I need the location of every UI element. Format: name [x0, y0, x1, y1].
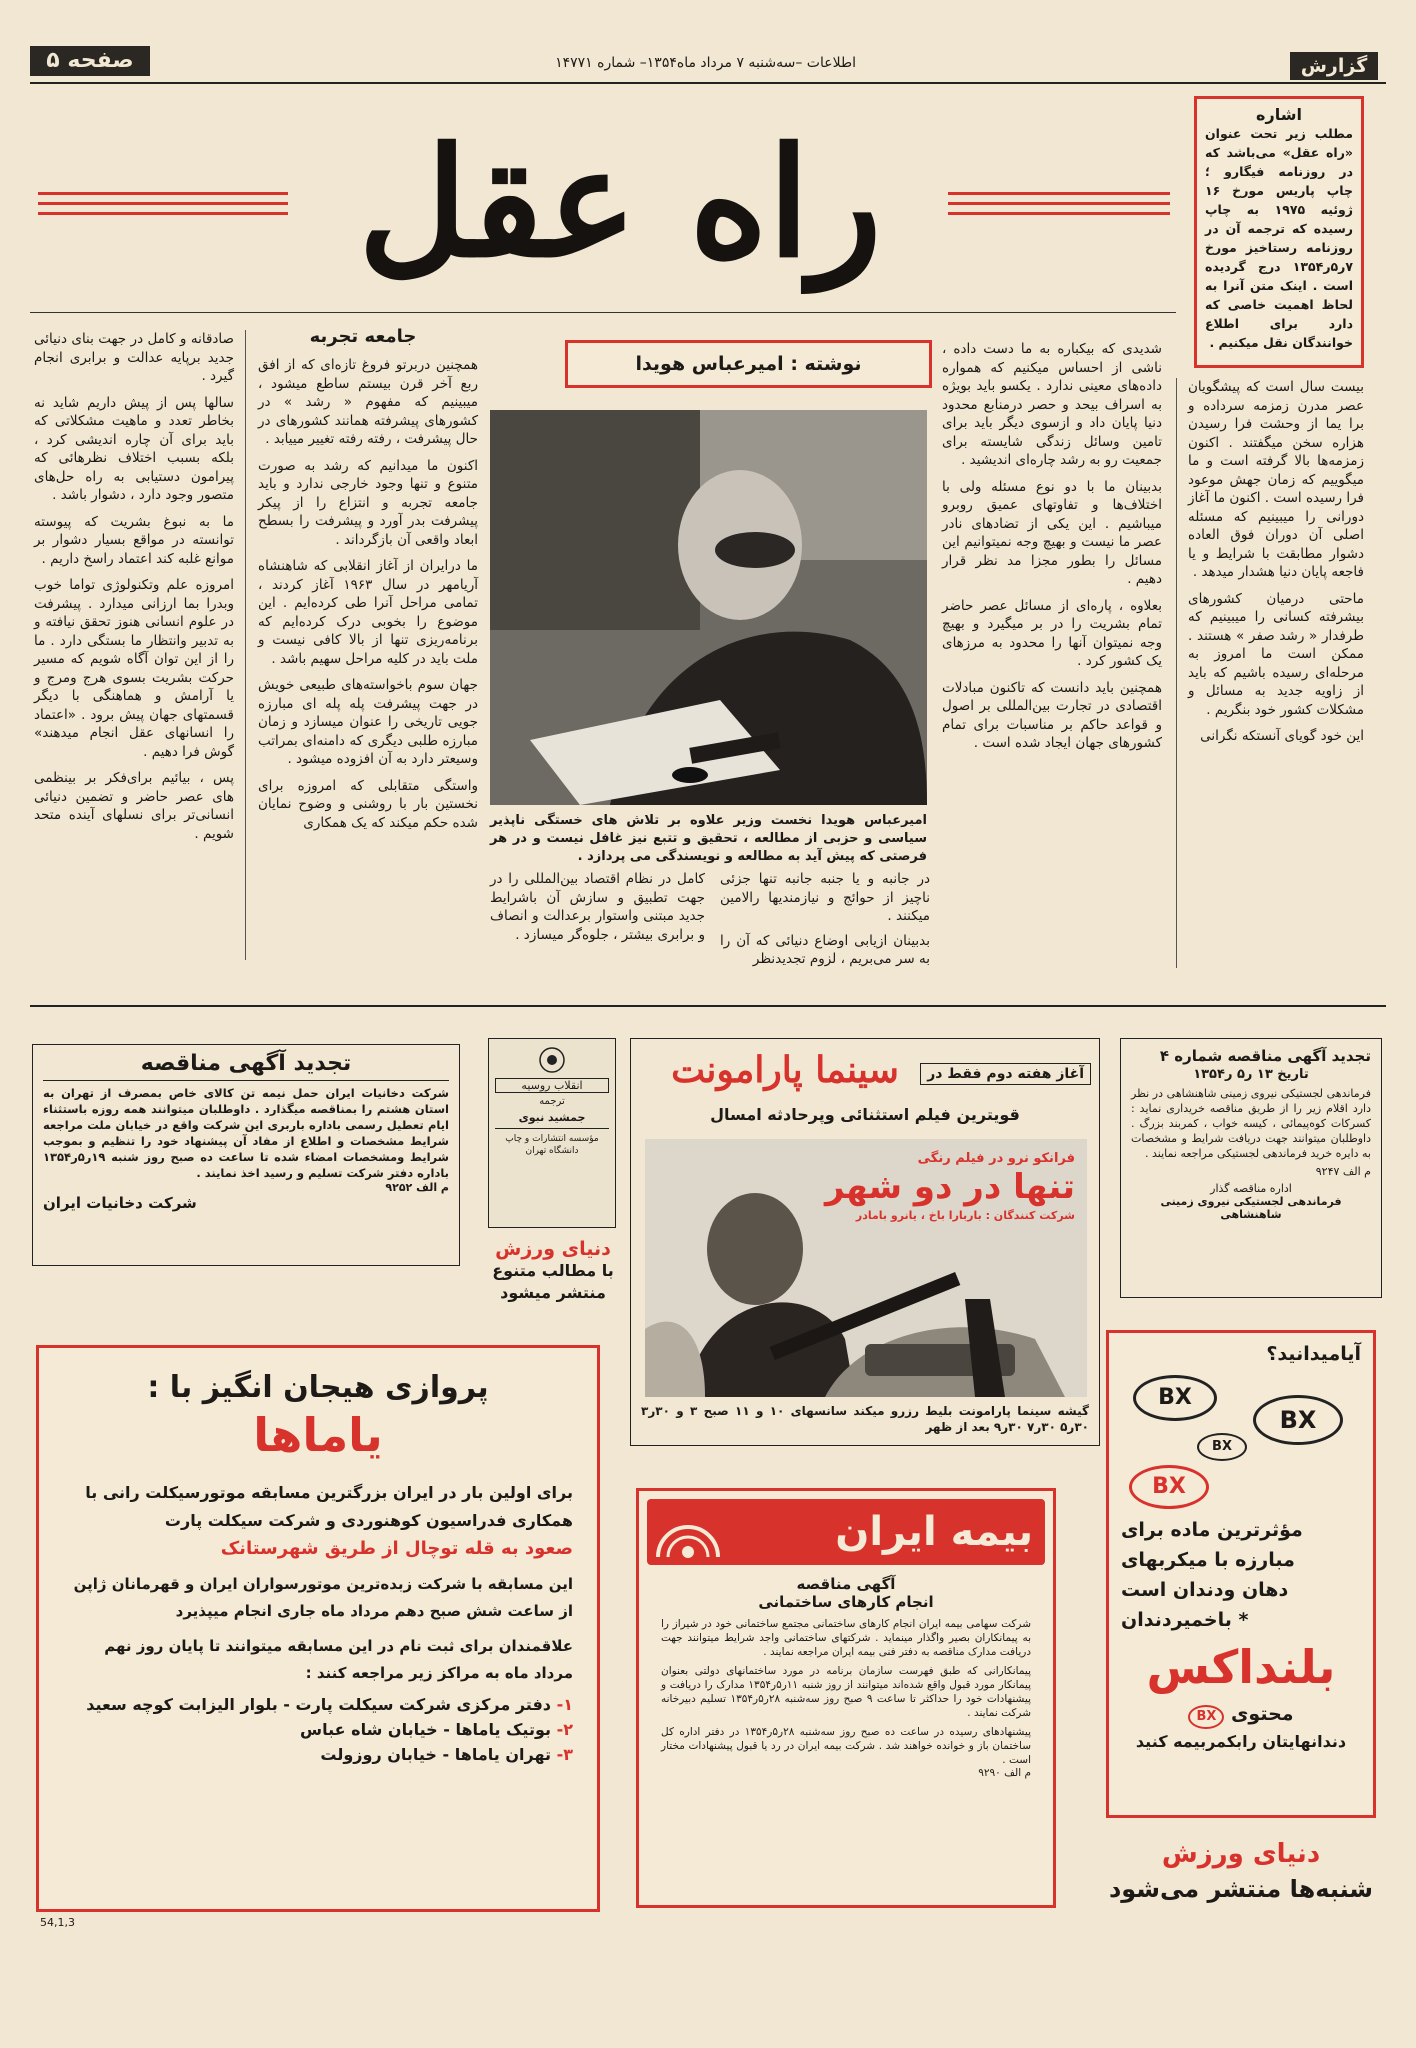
- yamaha-brand: یاماها: [253, 1408, 383, 1462]
- bimeh-logo-bar: [647, 1499, 1045, 1565]
- author-photo-image: [490, 410, 927, 805]
- blendax-line3: دهان ودندان است: [1121, 1579, 1289, 1601]
- article-col-4-p1: صادقانه و کامل در جهت بنای دنیائی جدید برپایه عدالت و برابری انجام گیرد .: [34, 331, 234, 384]
- blendax-brand: بلنداکس: [1146, 1640, 1336, 1694]
- yamaha-p3: علاقمندان برای ثبت نام در این مسابقه میتوانند تا پایان روز نهم مرداد ماه به مراکز زیر مراجعه کنند :: [104, 1637, 573, 1682]
- tender-4-body: فرماندهی لجستیکی نیروی زمینی شاهنشاهی در نظر دارد اقلام زیر را از طریق مناقصه خریداری نماید : کسرکات کوه‌پیمائی ، کیسه خواب ، کمربند بزرگ . داوطلبان میتوانند جهت دریافت شرایط و مشخصات به دایره خرید فرماندهی لجستیکی مراجعه نمایند .: [1131, 1087, 1371, 1160]
- sports-big: [1106, 1836, 1376, 1906]
- cinema-ad: [630, 1038, 1100, 1446]
- intro-note-text: مطلب زیر تحت عنوان «راه عقل» می‌باشد که در روزنامه فیگارو ؛ چاپ پاریس مورخ ۱۶ ژوئیه ۱۹۷۵ به چاپ رسیده که ترجمه آن در روزنامه رستاخیز مورخ ۷ر۵ر۱۳۵۴ درج گردیده است . اینک متن آنرا به لحاظ اهمیت خاصی که دارد برای اطلاع خوانندگان نقل میکنیم .: [1205, 126, 1353, 350]
- bimeh-emblem-icon: [653, 1502, 723, 1562]
- title-deco-lines-right: [948, 192, 1170, 215]
- book-sub: ترجمه: [539, 1096, 565, 1107]
- bx-logo-icon: BX: [1253, 1395, 1343, 1445]
- article-col-4-p2: سالها پس از پیش داریم شاید نه بخاطر تعدد و ماهیت مشکلاتی که باید برای آن چاره اندیشی کرد ، بلکه بسبب اختلاف نظرهائی که پیرامون دستیابی به راه حل‌های متصور وجود دارد ، دشوار باشد .: [34, 394, 234, 503]
- bx-logo-icon: BX: [1197, 1433, 1247, 1461]
- article-col-1-p3: این خود گویای آنستکه نگرانی: [1200, 728, 1364, 744]
- article-col-2-p1: شدیدی که بیکباره به ما دست داده ، ناشی از احساس میکنیم که همواره داده‌های معینی ندارد . یکسو باید بویژه به اسراف بیحد و حصر درمنابع محدود دنیا پایان داد و ازسوی دیگر باید برای تامین وسائل زندگی شایسته برای جمعیت رو به رشد چاره‌ای اندیشید .: [942, 341, 1162, 468]
- book-emblem-icon: [537, 1045, 567, 1075]
- sports-small-title: دنیای ورزش: [495, 1238, 611, 1260]
- article-col-4: [34, 330, 234, 843]
- article-col-3: [258, 356, 478, 832]
- cinema-showtimes: گیشه سینما پارامونت بلیط رزرو میکند سانسهای ۱۰ و ۱۱ صبح ۳ و ۳۰ر۳ ۳۰ر۵ ۳۰ر۷ ۳۰ر۹ بعد از ظهر: [641, 1404, 1089, 1434]
- cinema-badge: آغاز هفته دوم فقط در: [920, 1063, 1091, 1085]
- article-col-1-p1: بیست سال است که پیشگویان عصر مدرن زمزمه سرداده و برا یما از وحشت فرا رسیدن هزاره سخن میگفتند . اکنون زمزمه‌ها بالا گرفته است و ما میگوییم که زمان جهش موعود فرا رسیده است . اکنون ما آغاز دورانی را میبینیم که مسئله اصلی آن دوران فوق العاده دشوار مطابقت با شرایط و یا فاجعه پایان دنیا هشدار میدهد .: [1187, 379, 1364, 580]
- blendax-ad: [1106, 1330, 1376, 1818]
- yamaha-list-item: ۱- دفتر مرکزی شرکت سیکلت پارت - بلوار الیزابت کوچه سعید: [86, 1695, 573, 1714]
- tobacco-tender-title: تجدید آگهی مناقصه: [43, 1051, 449, 1081]
- cinema-tagline: قویترین فیلم استثنائی وپرحادثه امسال: [710, 1105, 1020, 1124]
- intro-note-title: اشاره: [1256, 105, 1302, 124]
- intro-note-box: [1194, 96, 1364, 368]
- article-col-1: [1188, 378, 1364, 746]
- yamaha-headline: پروازی هیجان انگیز با :: [147, 1370, 489, 1405]
- col-divider-2: [245, 330, 246, 960]
- bimeh-logo-text: بیمه ایران: [835, 1509, 1033, 1555]
- article-col-2: [942, 340, 1162, 753]
- title-rule: [30, 312, 1176, 313]
- header-rule: [30, 82, 1386, 84]
- bimeh-iran-ad: [636, 1488, 1056, 1908]
- article-col-4-p3: ما به نبوغ بشریت که پیوسته توانسته در مواقع بسیار دشوار بر موانع غلبه کند اعتماد راسخ داریم .: [34, 513, 234, 567]
- byline-box: نوشته : امیرعباس هویدا: [565, 340, 932, 388]
- book-top-title: انقلاب روسیه: [495, 1078, 609, 1093]
- book-name: جمشید نبوی: [518, 1111, 586, 1124]
- article-col-4-p5: پس ، بیائیم برای‌فکر بر بینظمی های عصر حاضر و تضمین دنیائی انسانی‌تر برای نسلهای آینده متحد شویم .: [34, 770, 234, 842]
- blendax-question: آیامیدانید؟: [1266, 1343, 1361, 1365]
- article-col-3-p5: واستگی متقابلی که امروزه برای نخستین بار با روشنی و وضوح نمایان شده حکم میکند که یک همکاری: [258, 777, 478, 831]
- article-col-3-p6: کامل در نظام اقتصاد بین‌المللی را در جهت تطبیق و سازش آن باشرایط جدید مبتنی واستوار برعدالت و انصاف و برابری بیشتر ، جلوه‌گر میسازد .: [490, 871, 705, 943]
- tender-4-ad: [1120, 1038, 1382, 1298]
- article-col-2-p6: بدبینان ازیابی اوضاع دنیائی که آن را به سر می‌بریم ، لزوم تجدیدنظر: [720, 932, 930, 967]
- tender-4-footer1: اداره مناقصه گذار: [1210, 1182, 1292, 1195]
- bx-logo-group: [1121, 1365, 1361, 1515]
- tender-4-ref: م الف ۹۲۴۷: [1315, 1165, 1371, 1178]
- blendax-line6: دندانهایتان رابکمربیمه کنید: [1135, 1732, 1347, 1751]
- article-col-2-p5: در جانبه و یا جنبه جانبه تنها جزئی ناچیز از حوائج و نیازمندیها رالامین میکنند .: [720, 871, 930, 924]
- article-col-3-p3: ما درایران از آغاز انقلابی که شاهنشاه آریامهر در سال ۱۹۶۳ آغاز کردند ، تمامی مراحل آنرا طی کرده‌ایم . این موضوع را بخوبی درک کرده‌ایم که برنامه‌ریزی تنها از بالا کافی نیست و ملت باید در کلیه مراحل سهیم باشد .: [258, 558, 479, 667]
- blendax-line1: مؤثرترین ماده برای: [1121, 1519, 1303, 1541]
- bx-logo-icon: BX: [1133, 1375, 1217, 1421]
- article-col-2-p4: همچنین باید دانست که تاکنون مبادلات اقتصادی در تجارت بین‌المللی بر اصول و قواعد حاکم بر مناسبات برای تمام کشورهای جهان ایجاد شده است .: [942, 679, 1162, 751]
- tender-4-title: تجدید آگهی مناقصه شماره ۴: [1159, 1047, 1371, 1065]
- cinema-film-title: تنها در دو شهر: [824, 1167, 1075, 1207]
- cinema-film-line1: فرانکو نرو در فیلم رنگی: [917, 1151, 1075, 1166]
- yamaha-p1: برای اولین بار در ایران بزرگترین مسابقه موتورسیکلت رانی با همکاری فدراسیون کوهنوردی و شرکت سیکلت پارت: [85, 1483, 573, 1530]
- yamaha-list-item: ۳- تهران یاماها - خیابان روزولت: [320, 1745, 573, 1764]
- cinema-name: سینما پارامونت: [671, 1049, 899, 1091]
- bx-logo-icon: BX: [1129, 1465, 1209, 1509]
- article-col-3-bottom: [490, 870, 705, 944]
- bimeh-ref: م الف ۹۲۹۰: [978, 1767, 1031, 1779]
- bx-small-icon: BX: [1188, 1705, 1224, 1729]
- tobacco-tender-signature: شرکت دخانیات ایران: [43, 1194, 197, 1212]
- book-ad: [488, 1038, 616, 1228]
- section-tag: گزارش: [1290, 52, 1378, 80]
- article-title: راه عقل: [358, 115, 882, 291]
- issue-info: اطلاعات –سه‌شنبه ۷ مرداد ماه۱۳۵۴– شماره ۱۴۷۷۱: [555, 55, 856, 71]
- blendax-line4: * باخمیردندان: [1121, 1609, 1249, 1631]
- yamaha-list: [63, 1695, 573, 1764]
- article-col-3-p1: همچنین دربرتو فروغ تازه‌ای که از افق ربع آخر قرن بیستم ساطع میشود ، میبینیم که مفهوم « رشد » در کشورهای پیشرفته همانند کشورهای در حال پیشرفت ، رفته رفته تغییر مییابد .: [258, 357, 478, 447]
- article-col-1-p2: ماحتی درمیان کشورهای بیشرفته کسانی را میبینیم که طرفدار « رشد صفر » هستند . ممکن است ما امروز به مرحله‌ای رسیده باشیم که باید از زاویه جدید به مسائل و مشکلات کشور خود بنگریم .: [1188, 590, 1364, 718]
- tobacco-tender-body: شرکت دخانیات ایران حمل نیمه تن کالای خاص بمصرف از تهران به استان هشتم را بمناقصه میگذارد . داوطلبان میتوانند همه روزه باستثناء ایام تعطیل رسمی باداره باربری این شرکت واقع در خیابان ملت مراجعه شرایط مشخصات و اطلاع از مفاد آن پیشنهاد خود را تنظیم و بموجب شرایط ومشخصات امضاء شده تا ساعت ده صبح روز شنبه ۱۹ر۵ر۱۳۵۴ باداره دفتر شرکت تسلیم و رسید اخذ نمایند .: [43, 1086, 449, 1180]
- yamaha-list-item: ۲- بوتیک یاماها - خیابان شاه عباس: [300, 1720, 573, 1739]
- bimeh-body3: پیشنهادهای رسیده در ساعت ده صبح روز سه‌شنبه ۲۸ر۵ر۱۳۵۴ در دفتر اداره کل ساختمان باز و خوانده خواهند شد . شرکت بیمه ایران در رد یا قبول پیشنهادات مختار است .: [661, 1726, 1032, 1766]
- sports-small-body: با مطالب متنوع منتشر میشود: [492, 1261, 614, 1302]
- yamaha-p2: این مسابقه با شرکت زبده‌ترین موتورسواران ایران و قهرمانان ژاپن از ساعت شش صبح دهم مرداد ماه جاری انجام میپذیرد: [73, 1575, 573, 1620]
- yamaha-highlight: صعود به قله توچال از طریق شهرستانک: [220, 1538, 573, 1559]
- article-col-3-p4: جهان سوم باخواسته‌های طبیعی خویش در جهت پیشرفت پله پله ای مبارزه جویی تاریخی را عنوان میسازد و زمان مبارزه طلبی دیگری که دامنه‌ای بمراتب وسیعتر دارد به آن افزوده میشود .: [258, 677, 478, 767]
- article-col-4-p4: امروزه علم وتکنولوژی تواما خوب وبدرا بما ارزانی میدارد . پیشرفت در علوم انسانی هنوز تحقق نیافته و به تدبیر وانتظار ما بستگی دارد . ما را از این توان آگاه شویم که مسیر حرکت بشریت بسوی هرج ومرج و یا آرامش و هماهنگی با دیگر قسمتهای جهان پیش برود . «اعتماد را انسانهای عقل انجام میدهند» گوش فرا دهیم .: [34, 577, 234, 760]
- sports-small: [488, 1238, 618, 1304]
- cinema-film-line2: شرکت کنندگان : باربارا باخ ، یانرو بامادر: [855, 1209, 1075, 1222]
- yamaha-code: 54,1,3: [40, 1916, 75, 1929]
- sports-big-sub: شنبه‌ها منتشر می‌شود: [1108, 1875, 1374, 1903]
- bimeh-body2: پیمانکارانی که طبق فهرست سازمان برنامه در مورد ساختمانهای دولتی بعنوان پیمانکار مورد قبول واقع شده‌اند میتوانند از روز شنبه ۱۱ر۵ر۱۳۵۴ مدارک را دریافت و پیشنهادات خود را حداکثر تا ساعت ۹ صبح روز سه‌شنبه ۲۸ر۵ر۱۳۵۴ تسلیم دبیرخانه شرکت نمایند .: [661, 1665, 1032, 1719]
- article-col-2-p2: بدبینان ما با دو نوع مسئله ولی با اختلاف‌ها و تفاوتهای عمیق روبرو میباشیم . این یکی از تضادهای نادر عصر ما نیست و بهیچ وجه نمیتوانیم این مسائل را بطور مجزا مد نظر قرار دهیم .: [942, 478, 1162, 587]
- article-col-2-bottom: [720, 870, 930, 969]
- blendax-contains: محتوی BX: [1121, 1699, 1361, 1729]
- author-photo: [490, 410, 927, 805]
- article-col-3-p2: اکنون ما میدانیم که رشد به صورت متنوع و تنها وجود خارجی ندارد و باید جامعه تجربه و انتزاع را از پیکر پیشرفت بدر آورد و پیشرفت را بسطح ابعاد واقعی آن بازگرداند .: [258, 457, 478, 548]
- tender-4-date: تاریخ ۱۳ ر۵ ر۱۳۵۴: [1193, 1067, 1309, 1082]
- photo-caption: امیرعباس هویدا نخست وزیر علاوه بر تلاش های خستگی ناپذیر سیاسی و حزبی از مطالعه ، تحقیق و تتبع نیز غافل نیست و در هر فرصتی که پیش آید به مطالعه و نویسندگی می پردازد .: [490, 813, 927, 864]
- article-col-2-p3: بعلاوه ، پاره‌ای از مسائل عصر حاضر تمام بشریت را در بر میگیرد و بهیچ وجه نمیتوان آنها را محدود به مرزهای یک کشور کرد .: [942, 597, 1162, 669]
- page-label: صفحه ۵: [30, 46, 150, 76]
- article-subhead: جامعه تجربه: [309, 326, 417, 347]
- sports-big-title: دنیای ورزش: [1161, 1839, 1321, 1869]
- tender-4-footer2: فرماندهی لجستیکی نیروی زمینی شاهنشاهی: [1160, 1195, 1342, 1221]
- tobacco-tender-ad: [32, 1044, 460, 1266]
- title-deco-lines-left: [38, 192, 288, 215]
- tobacco-tender-ref: م الف ۹۲۵۲: [385, 1181, 449, 1194]
- blendax-line2: مبارزه با میکربهای: [1121, 1549, 1295, 1571]
- col-divider-1: [1176, 378, 1177, 968]
- bimeh-sub: انجام کارهای ساختمانی: [758, 1593, 934, 1611]
- section-divider: [30, 1005, 1386, 1007]
- bimeh-title: آگهی مناقصه: [796, 1575, 896, 1593]
- bimeh-body1: شرکت سهامی بیمه ایران انجام کارهای ساختمانی مجتمع ساختمانی خود در شیراز را به پیمانکاران بصیر واگذار مینماید . شرکتهای ساختمانی واجد شرایط میتوانند جهت دریافت مدارک مناقصه به دفتر فنی بیمه ایران مراجعه نمایند .: [661, 1618, 1031, 1658]
- yamaha-ad: [36, 1345, 600, 1912]
- book-fine: مؤسسه انتشارات و چاپ دانشگاه تهران: [495, 1128, 609, 1157]
